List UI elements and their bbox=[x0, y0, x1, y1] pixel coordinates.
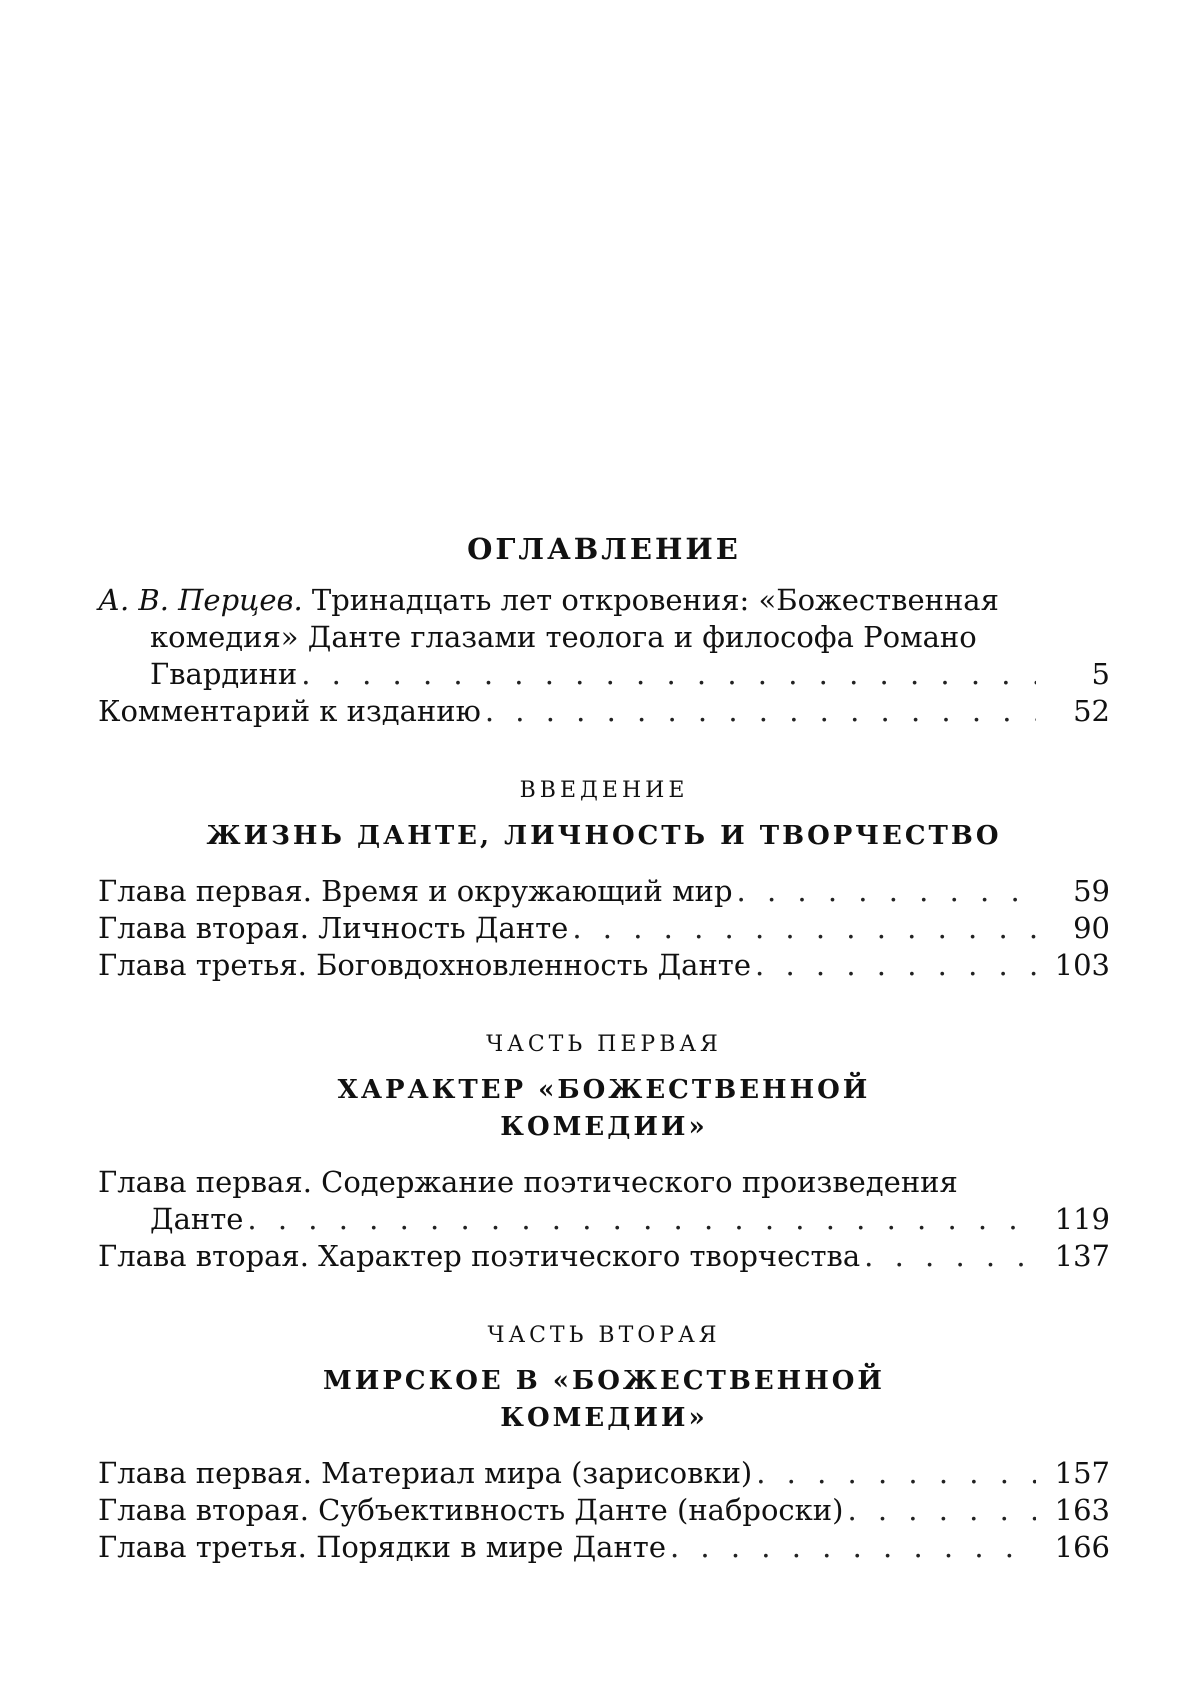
page-number: 90 bbox=[1073, 911, 1110, 945]
toc-entry-foreword bbox=[98, 582, 1110, 693]
page-number: 52 bbox=[1073, 694, 1110, 728]
dot-leader bbox=[301, 656, 1036, 693]
entry-title: Комментарий к изданию bbox=[98, 694, 481, 728]
foreword-title-line3: Гвардини bbox=[150, 657, 298, 691]
section-title-part1-line1: ХАРАКТЕР «БОЖЕСТВЕННОЙ bbox=[337, 1075, 871, 1105]
dot-leader bbox=[847, 1492, 1036, 1529]
toc-entry bbox=[98, 1164, 1110, 1238]
entry-title-line2: Данте bbox=[150, 1202, 244, 1236]
entry-title: Глава первая. Время и окружающий мир bbox=[98, 874, 733, 908]
page-number: 157 bbox=[1054, 1456, 1110, 1490]
page-number: 163 bbox=[1054, 1493, 1110, 1527]
toc-entry bbox=[98, 947, 1110, 984]
entry-title: Глава третья. Порядки в мире Данте bbox=[98, 1530, 666, 1564]
entry-title: Глава третья. Боговдохновленность Данте bbox=[98, 948, 752, 982]
toc-entry bbox=[98, 910, 1110, 947]
dot-leader bbox=[864, 1238, 1036, 1275]
section-title-part1-line2: КОМЕДИИ» bbox=[500, 1112, 708, 1142]
foreword-title-line2: комедия» Данте глазами теолога и философа Романо bbox=[150, 620, 977, 654]
page-number: 119 bbox=[1054, 1202, 1110, 1236]
toc-title: ОГЛАВЛЕНИЕ bbox=[467, 532, 741, 566]
page-number: 166 bbox=[1054, 1530, 1110, 1564]
toc-entry bbox=[98, 873, 1110, 910]
entry-title: Глава вторая. Субъективность Данте (наброски) bbox=[98, 1493, 844, 1527]
foreword-title-line1: Тринадцать лет откровения: «Божественная bbox=[311, 583, 999, 617]
dot-leader bbox=[670, 1529, 1036, 1566]
dot-leader bbox=[247, 1201, 1036, 1238]
toc-entry bbox=[98, 1455, 1110, 1492]
section-label-intro: ВВЕДЕНИЕ bbox=[519, 778, 689, 803]
foreword-author: А. В. Перцев. bbox=[98, 583, 303, 617]
toc-entry bbox=[98, 1492, 1110, 1529]
page-number: 59 bbox=[1073, 874, 1110, 908]
dot-leader bbox=[737, 873, 1036, 910]
entry-title: Глава первая. Материал мира (зарисовки) bbox=[98, 1456, 753, 1490]
entry-title: Глава вторая. Характер поэтического творчества bbox=[98, 1239, 861, 1273]
section-label-part1: ЧАСТЬ ПЕРВАЯ bbox=[486, 1032, 722, 1057]
entry-title-line1: Глава первая. Содержание поэтического произведения bbox=[98, 1165, 958, 1199]
page-number: 5 bbox=[1091, 657, 1110, 691]
section-title-part2-line1: МИРСКОЕ В «БОЖЕСТВЕННОЙ bbox=[322, 1366, 885, 1396]
entry-title: Глава вторая. Личность Данте bbox=[98, 911, 569, 945]
dot-leader bbox=[755, 947, 1036, 984]
dot-leader bbox=[572, 910, 1036, 947]
toc-entry bbox=[98, 1238, 1110, 1275]
toc-entry-commentary bbox=[98, 693, 1110, 730]
page-number: 103 bbox=[1054, 948, 1110, 982]
toc-entry bbox=[98, 1529, 1110, 1566]
section-title-part2-line2: КОМЕДИИ» bbox=[500, 1403, 708, 1433]
section-label-part2: ЧАСТЬ ВТОРАЯ bbox=[487, 1323, 721, 1348]
section-title-intro: ЖИЗНЬ ДАНТЕ, ЛИЧНОСТЬ И ТВОРЧЕСТВО bbox=[206, 821, 1002, 851]
table-of-contents bbox=[98, 530, 1110, 1566]
dot-leader bbox=[485, 693, 1036, 730]
dot-leader bbox=[756, 1455, 1036, 1492]
page-number: 137 bbox=[1054, 1239, 1110, 1273]
